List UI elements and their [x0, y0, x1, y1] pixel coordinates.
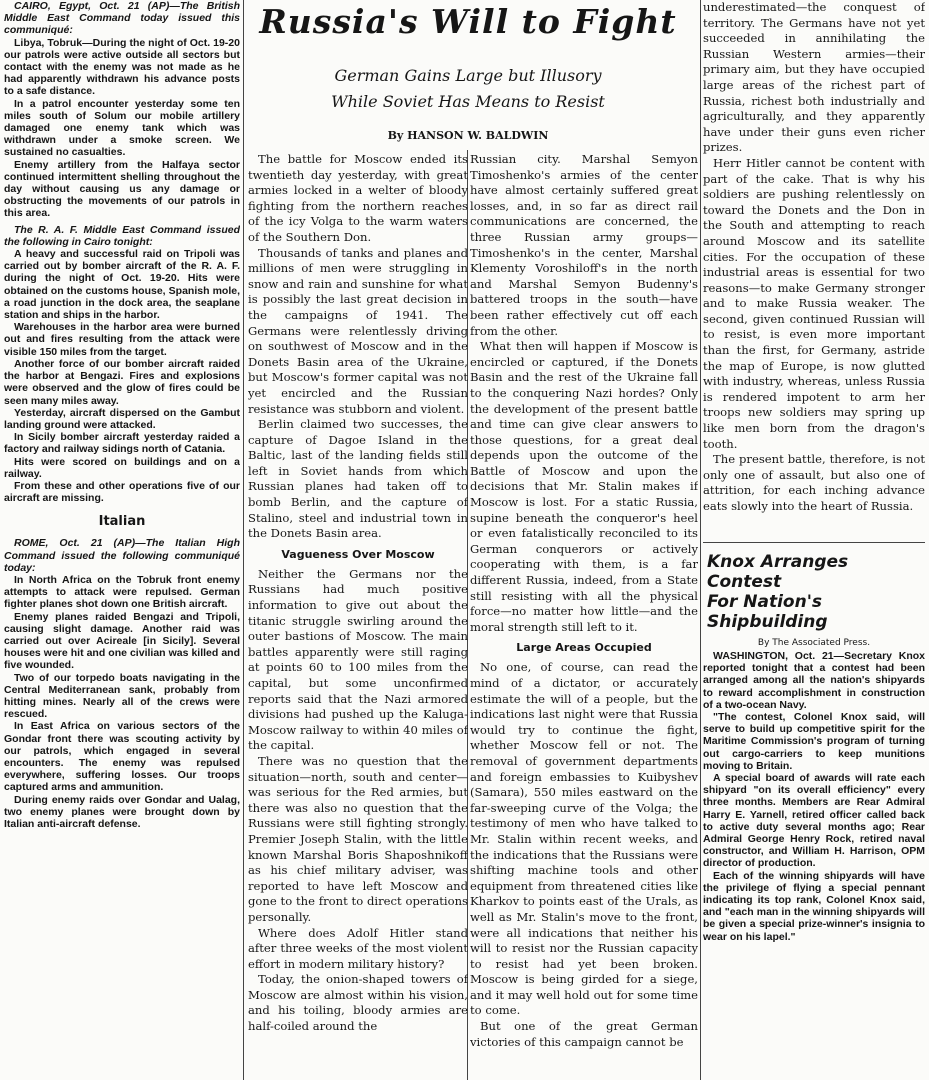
knox-paragraph: "The contest, Colonel Knox said, will serve to build up competitive spirit for the Maritime Commission's program of turning out cargo-carriers to keep munitions moving to Britain. [703, 711, 925, 772]
article-paragraph: The battle for Moscow ended its twentieth day yesterday, with great armies locked in a welter of bloody fighting from the northern reaches of the icy Volga to the warm waters of the Southern Don. [248, 152, 468, 244]
knox-headline-line-2: For Nation's Shipbuilding [707, 592, 828, 632]
article-paragraph: But one of the great German victories of this campaign cannot be [470, 1019, 698, 1049]
cairo-dateline: CAIRO, Egypt, Oct. 21 (AP)—The British Middle East Command today issued this communiqué: [4, 0, 240, 37]
baldwin-column-3 [470, 152, 698, 1080]
cairo-paragraph: Libya, Tobruk—During the night of Oct. 19-20 our patrols were active outside all sectors but contact with the enemy was not made as he had apparently withdrawn his advance posts to a safe distance. [4, 36, 240, 98]
article-paragraph: Russian city. Marshal Semyon Timoshenko's armies of the center have almost certainly suffered great losses, and, in so far as direct rail communications are concerned, the three Russian army groups—Timoshenko's in the center, Marshal Klementy Voroshiloff's in the north and Marshal Semyon Budenny's battered troops in the south—have been rather effectively cut off each from the other. [470, 152, 698, 338]
italian-paragraph: During enemy raids over Gondar and Ualag, two enemy planes were brought down by Italian anti-aircraft defense. [4, 793, 240, 830]
italian-paragraph: In North Africa on the Tobruk front enemy attempts to attack were repulsed. German fighter planes shot down one British aircraft. [4, 573, 240, 611]
article-paragraph: underestimated—the conquest of territory. The Germans have not yet succeeded in annihilating the Russian Western armies—their primary aim, but they have occupied large areas of the richest part of Russia, richest both industrially and agriculturally, and they apparently have under their guns even richer prizes. [703, 0, 925, 155]
knox-paragraph: WASHINGTON, Oct. 21—Secretary Knox reported tonight that a contest had been arranged among all the nation's shipyards to reward accomplishment in construction of a two-ocean Navy. [703, 650, 925, 711]
raf-intro: The R. A. F. Middle East Command issued the following in Cairo tonight: [4, 223, 240, 248]
raf-paragraph: From these and other operations five of our aircraft are missing. [4, 479, 240, 505]
cairo-paragraph: In a patrol encounter yesterday some ten miles south of Solum our mobile artillery damaged one enemy tank which was withdrawn under a smoke screen. We sustained no casualties. [4, 97, 240, 159]
article-paragraph: The present battle, therefore, is not only one of assault, but also one of attrition, for each inching advance eats slowly into the heart of Russia. [703, 452, 925, 513]
article-paragraph: Neither the Germans nor the Russians had much positive information to give out about the titanic struggle swirling around the outer bastions of Moscow. The main battles apparently were still raging at points 60 to 100 miles from the capital, but some unconfirmed reports said that the Nazi armored divisions had pushed up the Kaluga-Moscow railway to within 40 miles of the capital. [248, 566, 468, 753]
raf-paragraph: In Sicily bomber aircraft yesterday raided a factory and railway sidings north of Catania. [4, 431, 240, 456]
article-paragraph: Berlin claimed two successes, the capture of Dagoe Island in the Baltic, last of the landing fields still left in Soviet hands from which Russian planes had taken off to bomb Berlin, and the capture of Stalino, steel and industrial town in the Donets Basin area. [248, 417, 468, 541]
article-paragraph: Where does Adolf Hitler stand after three weeks of the most violent effort in modern military history? [248, 925, 468, 971]
article-paragraph: Today, the onion-shaped towers of Moscow are almost within his vision, and his toiling, bloody armies are half-coiled around the [248, 972, 468, 1034]
article-paragraph: There was no question that the situation—north, south and center—was serious for the Red armies, but there was also no question that the Russians were still fighting strongly. Premier Joseph Stalin, with the little known Marshal Boris Shaposhnikoff as his chief military adviser, was reported to have left Moscow and gone to the front to direct operations personally. [248, 753, 468, 924]
italian-heading: Italian [98, 514, 146, 530]
raf-paragraph: Another force of our bomber aircraft raided the harbor at Bengazi. Fires and explosions were observed and the glow of fires could be seen many miles away. [4, 357, 240, 407]
deck-line-2: While Soviet Has Means to Resist [331, 92, 605, 111]
knox-headline [707, 552, 925, 632]
baldwin-column-2 [248, 152, 468, 1080]
headline-deck [236, 63, 700, 115]
italian-paragraph: Two of our torpedo boats navigating in the Central Mediterranean sank, probably from hitting mines. Nearly all of the crews were rescued. [4, 671, 240, 721]
subheading-large-areas: Large Areas Occupied [516, 641, 652, 655]
italian-dateline: ROME, Oct. 21 (AP)—The Italian High Command issued the following communiqué today: [4, 537, 240, 574]
article-paragraph: Herr Hitler cannot be content with part of the cake. That is why his soldiers are pushing relentlessly on toward the Donets and the Don in the South and attempting to reach around Moscow and its satellite cities. For the occupation of these industrial areas is essential for two reasons—to make Germany stronger and to make Russia weaker. The second, given continued Russian will to resist, is even more important than the first, for Germany, astride the map of Europe, is now glutted with industry, whereas, unless Russia is rendered impotent to arm her troops new soldiers may spring up like men born from the dragon's tooth. [703, 155, 925, 451]
cairo-paragraph: Enemy artillery from the Halfaya sector continued intermittent shelling throughout the day without causing us any damage or obstructing the movements of our patrols in this area. [4, 158, 240, 220]
column-rule [243, 0, 244, 1080]
main-headline-block [236, 0, 700, 150]
italian-paragraph: Enemy planes raided Bengazi and Tripoli, causing slight damage. Another raid was carried out over Acireale [in Sicily]. Several houses were hit and one civilian was killed and five wounded. [4, 610, 240, 672]
knox-article [703, 548, 925, 1080]
baldwin-column-4 [703, 0, 925, 540]
article-paragraph: Thousands of tanks and planes and millions of men were struggling in snow and rain and sunshine for what is possibly the last great decision in the campaigns of 1941. The Germans were relentlessly driving on southwest of Moscow and in the Donets Basin area of the Ukraine, but Moscow's former capital was not yet encircled and the Russian resistance was stubborn and violent. [248, 245, 468, 416]
knox-headline-line-1: Knox Arranges Contest [707, 552, 849, 592]
cairo-column [4, 0, 240, 1080]
main-headline: Russia's Will to Fight [259, 2, 677, 41]
knox-paragraph: A special board of awards will rate each shipyard "on its overall efficiency" every three months. Members are Rear Admiral Harry E. Yarnell, retired officer called back to active duty several months ago; Rear Admiral George Henry Rock, retired naval constructor, and William H. Harrison, OPM director of production. [703, 772, 925, 870]
knox-byline: By The Associated Press. [757, 638, 871, 648]
section-rule [703, 542, 925, 543]
article-paragraph: What then will happen if Moscow is encircled or captured, if the Donets Basin and the rest of the Ukraine fall to the conquering Nazi hordes? Only the development of the present battle and time can give clear answers to those questions, for a great deal depends upon the outcome of the Battle of Moscow and upon the decisions that Mr. Stalin makes if Moscow is lost. For a static Russia, supine beneath the conqueror's heel or even fatalistically reconciled to its German conquerors or actively cooperating with them, is a far different Russia, indeed, from a State still resisting with all the physical force—no matter how little—and the moral strength still left to it. [470, 339, 698, 634]
italian-paragraph: In East Africa on various sectors of the Gondar front there was scouting activity by our patrols, which engaged in several encounters. The enemy was repulsed everywhere, suffering losses. Our troops captured arms and ammunition. [4, 720, 240, 794]
knox-paragraph: Each of the winning shipyards will have the privilege of flying a special pennant indicating its top rank, Colonel Knox said, and "each man in the winning shipyards will be given a special prize-winner's insignia to wear on his lapel." [703, 869, 925, 943]
subheading-vagueness: Vagueness Over Moscow [281, 547, 435, 561]
article-paragraph: No one, of course, can read the mind of a dictator, or accurately estimate the will of a people, but the indications last night were that Russia would try to continue the fight, whether Moscow fell or not. The removal of government departments and foreign embassies to Kuibyshev (Samara), 550 miles eastward on the far-sweeping curve of the Volga; the testimony of men who have talked to Mr. Stalin within recent weeks, and the indications that the Russians were shifting machine tools and other equipment from threatened cities like Kharkov to points east of the Urals, as well as Mr. Stalin's move to the front, were all indications that neither his will to resist nor the Russian capacity to resist had yet been broken. Moscow is being girded for a siege, and it may well hold out for some time to come. [470, 660, 698, 1018]
raf-paragraph: Hits were scored on buildings and on a railway. [4, 455, 240, 480]
column-rule [700, 0, 701, 1080]
raf-paragraph: A heavy and successful raid on Tripoli was carried out by bomber aircraft of the R. A. F. during the night of Oct. 19-20. Hits were obtained on the customs house, Spanish mole, a road junction in the dock area, the seaplane station and ships in the harbor. [4, 248, 240, 322]
raf-paragraph: Warehouses in the harbor area were burned out and fires resulting from the attack were visible 150 miles from the target. [4, 321, 240, 358]
byline: By HANSON W. BALDWIN [387, 129, 549, 142]
deck-line-1: German Gains Large but Illusory [334, 66, 602, 85]
raf-paragraph: Yesterday, aircraft dispersed on the Gambut landing ground were attacked. [4, 406, 240, 431]
